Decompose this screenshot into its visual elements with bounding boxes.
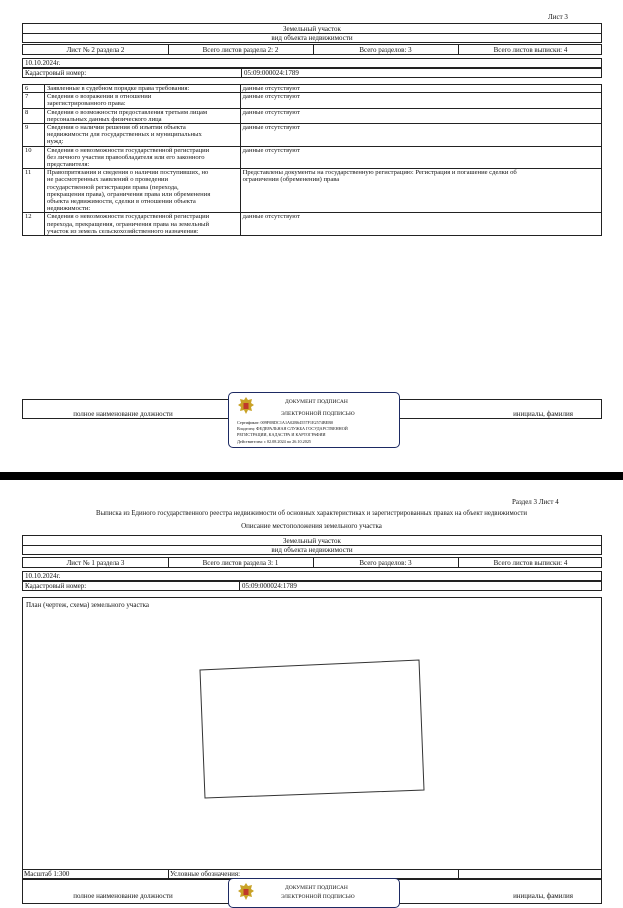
row-value: данные отсутствуют <box>240 108 601 123</box>
section-sheet-label: Раздел 3 Лист 4 <box>512 498 559 506</box>
object-header-box <box>22 535 602 555</box>
row-number: 10 <box>23 146 45 169</box>
row-number: 12 <box>23 213 45 236</box>
total-sections: Всего разделов: 3 <box>359 46 412 54</box>
cadastral-number: 05:09:000024:1789 <box>244 69 299 77</box>
coat-of-arms-icon <box>237 396 255 416</box>
position-caption: полное наименование должности <box>73 410 173 418</box>
row-value: данные отсутствуют <box>240 146 601 169</box>
stamp-certificate: Сертификат: 009F0BDC1A1A02B64557F1E2574BEB0 <box>237 420 334 425</box>
table-row <box>23 213 602 236</box>
object-title: Земельный участок <box>283 25 341 33</box>
table-row <box>23 85 602 93</box>
row-label: Сведения о возможности предоставления третьим лицам персональных данных физического лица <box>44 108 240 123</box>
plan-area <box>22 597 602 879</box>
cadastral-row <box>22 581 602 591</box>
sheet-label: Лист 3 <box>548 13 568 21</box>
cadastral-label: Кадастровый номер: <box>25 582 87 590</box>
plan-scale: Масштаб 1:300 <box>24 870 70 878</box>
row-number: 9 <box>23 124 45 147</box>
row-label: Сведения о невозможности государственной регистрации без личного участия правообладателя или его законного представителя: <box>44 146 240 169</box>
cadastral-number: 05:09:000024:1789 <box>242 582 297 590</box>
legend-label: Условные обозначения: <box>170 870 241 878</box>
sheet-meta-row <box>22 557 602 568</box>
extract-date: 10.10.2024г. <box>25 572 61 580</box>
row-value: данные отсутствуют <box>240 93 601 108</box>
object-header-box <box>22 23 602 43</box>
initials-caption: инициалы, фамилия <box>513 410 573 418</box>
sheet-of-section: Лист № 1 раздела 3 <box>66 559 125 567</box>
stamp-subtitle: ЭЛЕКТРОННОЙ ПОДПИСЬЮ <box>281 411 355 417</box>
stamp-subtitle: ЭЛЕКТРОННОЙ ПОДПИСЬЮ <box>281 894 355 900</box>
plan-title: План (чертеж, схема) земельного участка <box>26 601 150 609</box>
table-row <box>23 108 602 123</box>
row-label: Заявленные в судебном порядке права требования: <box>44 85 240 93</box>
sheet-meta-row <box>22 44 602 55</box>
table-row <box>23 93 602 108</box>
sheet-of-section: Лист № 2 раздела 2 <box>66 46 125 54</box>
stamp-title: ДОКУМЕНТ ПОДПИСАН <box>285 885 348 891</box>
row-value: данные отсутствуют <box>240 85 601 93</box>
extract-heading: Выписка из Единого государственного реестра недвижимости об основных характеристиках и зарегистрированных правах на объект недвижимости <box>96 510 527 517</box>
row-label: Сведения о невозможности государственной регистрации перехода, прекращения, ограничения права на земельный участок из земель сельскохозяйственного назначения: <box>44 213 240 236</box>
extract-subheading: Описание местоположения земельного участка <box>241 522 382 530</box>
row-number: 8 <box>23 108 45 123</box>
cadastral-label: Кадастровый номер: <box>25 69 87 77</box>
e-signature-stamp <box>228 878 400 908</box>
row-label: Сведения о наличии решения об изъятии объекта недвижимости для государственных и муниципальных нужд: <box>44 124 240 147</box>
row-value: данные отсутствуют <box>240 124 601 147</box>
date-row <box>22 571 602 581</box>
total-sheets-section: Всего листов раздела 2: 2 <box>202 46 279 54</box>
table-row <box>23 169 602 213</box>
table-row <box>23 124 602 147</box>
object-subtitle: вид объекта недвижимости <box>271 546 353 554</box>
date-row <box>22 58 602 68</box>
total-sections: Всего разделов: 3 <box>359 559 412 567</box>
stamp-owner: Владелец: ФЕДЕРАЛЬНАЯ СЛУЖБА ГОСУДАРСТВЕННОЙ <box>237 426 348 431</box>
row-number: 6 <box>23 85 45 93</box>
stamp-validity: Действителен: с 02.08.2024 по 26.10.2025 <box>237 439 312 444</box>
object-title: Земельный участок <box>283 537 341 545</box>
coat-of-arms-icon <box>237 882 255 902</box>
object-subtitle: вид объекта недвижимости <box>271 34 353 42</box>
page-separator <box>0 472 623 480</box>
total-sheets-section: Всего листов раздела 3: 1 <box>202 559 279 567</box>
e-signature-stamp <box>228 392 400 448</box>
stamp-owner-2: РЕГИСТРАЦИИ, КАДАСТРА И КАРТОГРАФИИ <box>237 432 326 437</box>
row-label: Сведения о возражении в отношении зарегистрированного права: <box>44 93 240 108</box>
row-label: Правопритязания и сведения о наличии поступивших, но не рассмотренных заявлений о проведении государственной регистрации права (перехода, прекращения права), ограничения права или обременения объекта недвижимости, сделки в отношении объекта недвижимости: <box>44 169 240 213</box>
extract-page-sheet-4 <box>0 480 623 900</box>
total-sheets-extract: Всего листов выписки: 4 <box>493 46 568 54</box>
row-number: 7 <box>23 93 45 108</box>
row-number: 11 <box>23 169 45 213</box>
total-sheets-extract: Всего листов выписки: 4 <box>493 559 568 567</box>
cadastral-row <box>22 68 602 78</box>
land-plot-outline <box>23 598 601 878</box>
position-caption: полное наименование должности <box>73 892 173 900</box>
row-value: Представлены документы на государственную регистрацию: Регистрация и погашение сделки об ограничении (обременении) права <box>240 169 601 213</box>
section-2-table <box>22 84 602 236</box>
stamp-title: ДОКУМЕНТ ПОДПИСАН <box>285 399 348 405</box>
extract-date: 10.10.2024г. <box>25 59 61 67</box>
table-row <box>23 146 602 169</box>
row-value: данные отсутствуют <box>240 213 601 236</box>
initials-caption: инициалы, фамилия <box>513 892 573 900</box>
